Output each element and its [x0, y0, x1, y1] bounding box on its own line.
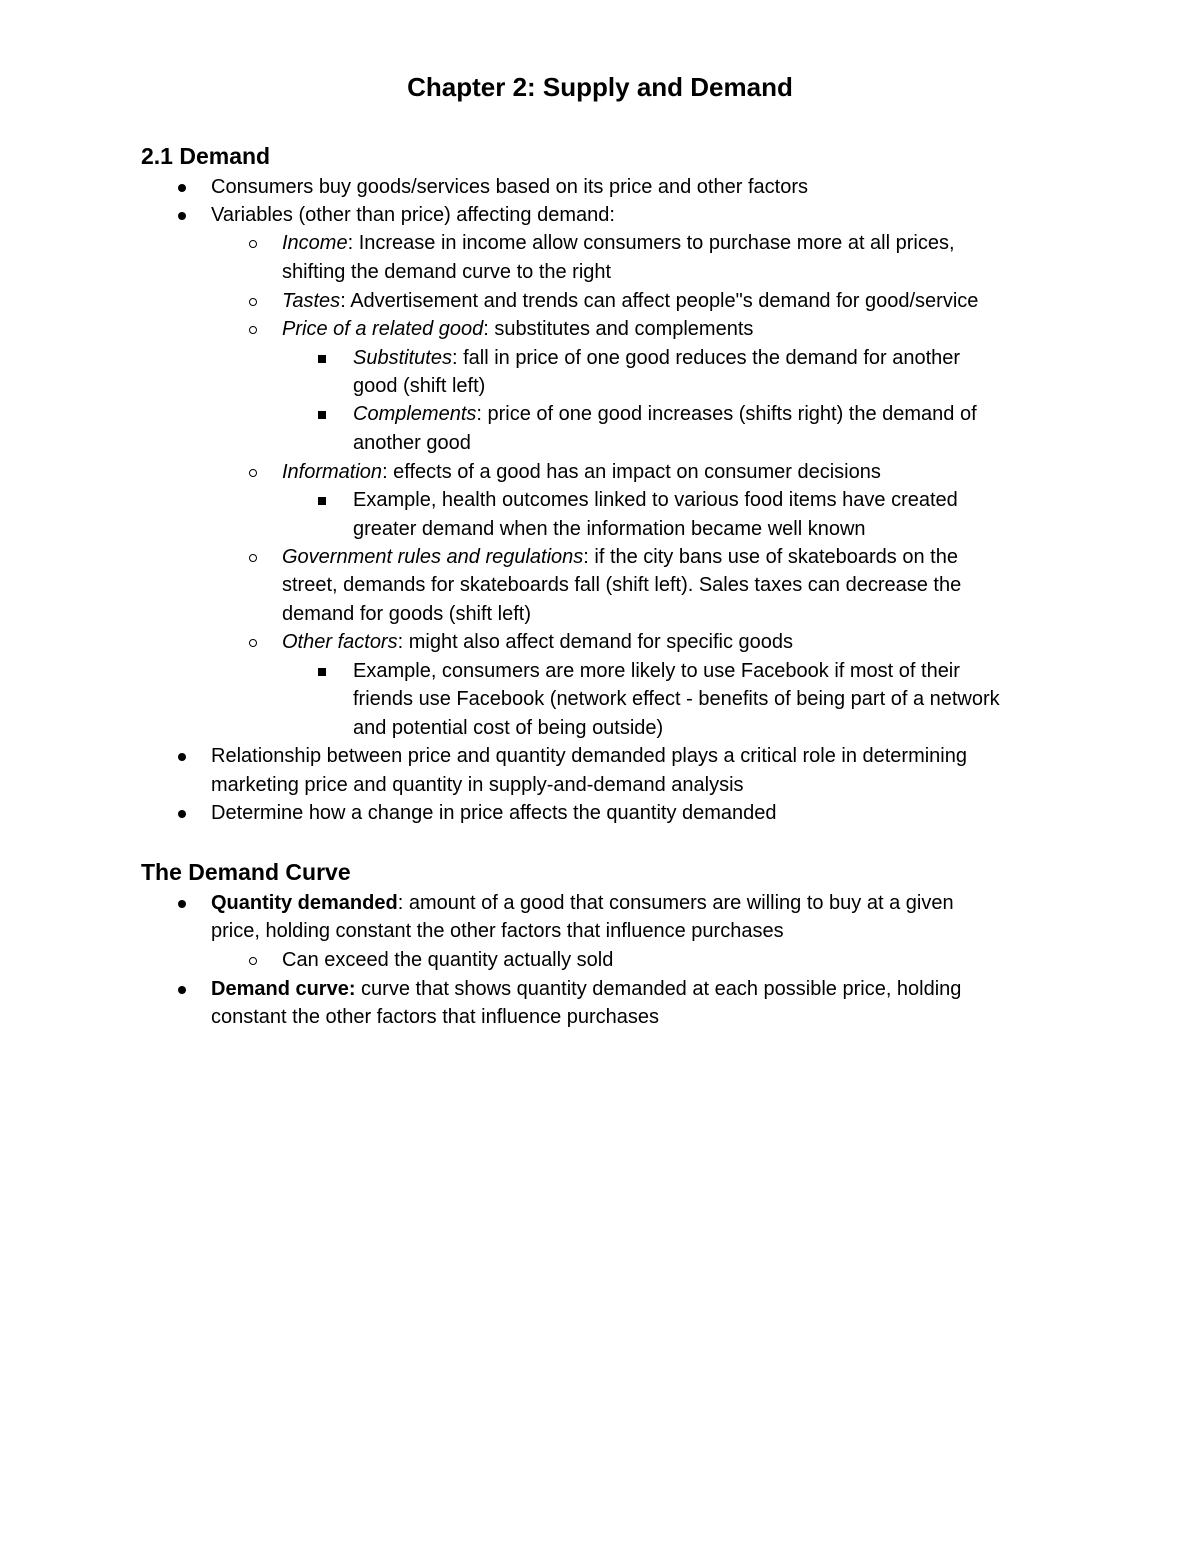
bullet-disc-icon — [178, 212, 186, 220]
bullet-ring-icon — [249, 326, 257, 334]
bullet-disc-icon — [178, 986, 186, 994]
bullet-disc-icon — [178, 900, 186, 908]
section-heading-demand: 2.1 Demand — [141, 143, 271, 169]
list-item-continuation: demand for goods (shift left) — [282, 603, 532, 625]
list-item: Determine how a change in price affects the quantity demanded — [211, 802, 777, 824]
bullet-disc-icon — [178, 810, 186, 818]
list-item-continuation: marketing price and quantity in supply-and-demand analysis — [211, 774, 744, 796]
text: : price of one good increases (shifts right) the demand of — [476, 403, 977, 425]
page-title: Chapter 2: Supply and Demand — [407, 72, 793, 102]
bullet-disc-icon — [178, 753, 186, 761]
section-heading-demand-curve: The Demand Curve — [141, 859, 351, 885]
list-item-tastes — [282, 287, 978, 316]
bullet-ring-icon — [249, 298, 257, 306]
bullet-ring-icon — [249, 639, 257, 647]
term-quantity-demanded: Quantity demanded — [211, 892, 398, 914]
list-item-substitutes — [353, 344, 960, 373]
list-item-continuation: friends use Facebook (network effect - benefits of being part of a network — [353, 688, 1000, 710]
term-substitutes: Substitutes — [353, 347, 452, 369]
list-item-example: Example, health outcomes linked to various food items have created — [353, 489, 958, 511]
list-item-continuation: another good — [353, 432, 471, 454]
term-information: Information — [282, 461, 383, 483]
bullet-square-icon — [318, 668, 326, 676]
bullet-ring-icon — [249, 957, 257, 965]
term-related-good: Price of a related good — [282, 318, 484, 340]
list-item-complements — [353, 400, 977, 429]
list-item-continuation: street, demands for skateboards fall (shift left). Sales taxes can decrease the — [282, 574, 962, 596]
bullet-square-icon — [318, 355, 326, 363]
list-item: Relationship between price and quantity demanded plays a critical role in determining — [211, 745, 967, 767]
bullet-square-icon — [318, 411, 326, 419]
text: : amount of a good that consumers are willing to buy at a given — [397, 892, 954, 914]
text: : Advertisement and trends can affect people"s demand for good/service — [340, 290, 979, 312]
list-item: Consumers buy goods/services based on its price and other factors — [211, 176, 808, 198]
bullet-ring-icon — [249, 469, 257, 477]
bullet-ring-icon — [249, 240, 257, 248]
list-item: Can exceed the quantity actually sold — [282, 949, 614, 971]
text: : Increase in income allow consumers to purchase more at all prices, — [347, 232, 955, 254]
list-item-continuation: shifting the demand curve to the right — [282, 261, 612, 283]
list-item-income — [282, 229, 955, 258]
list-item-continuation: good (shift left) — [353, 375, 486, 397]
list-item-related-good — [282, 315, 753, 344]
bullet-ring-icon — [249, 554, 257, 562]
list-item-example: Example, consumers are more likely to use Facebook if most of their — [353, 660, 960, 682]
text: : might also affect demand for specific goods — [397, 631, 794, 653]
text: : if the city bans use of skateboards on the — [583, 546, 958, 568]
text: : substitutes and complements — [483, 318, 754, 340]
text: : effects of a good has an impact on consumer decisions — [382, 461, 881, 483]
list-item-continuation: constant the other factors that influence purchases — [211, 1006, 660, 1028]
term-complements: Complements — [353, 403, 477, 425]
bullet-square-icon — [318, 497, 326, 505]
list-item-demand-curve — [211, 975, 961, 1004]
list-item-quantity-demanded — [211, 889, 954, 918]
list-item-other-factors — [282, 628, 793, 657]
term-tastes: Tastes — [282, 290, 341, 312]
text: : fall in price of one good reduces the demand for another — [451, 347, 961, 369]
text: curve that shows quantity demanded at each possible price, holding — [355, 978, 962, 1000]
list-item-information — [282, 458, 881, 487]
term-other-factors: Other factors — [282, 631, 398, 653]
list-item-continuation: price, holding constant the other factors that influence purchases — [211, 920, 784, 942]
list-item: Variables (other than price) affecting demand: — [211, 204, 615, 226]
term-government: Government rules and regulations — [282, 546, 584, 568]
list-item-continuation: greater demand when the information became well known — [353, 518, 866, 540]
list-item-continuation: and potential cost of being outside) — [353, 717, 664, 739]
term-income: Income — [282, 232, 348, 254]
bullet-disc-icon — [178, 184, 186, 192]
term-demand-curve: Demand curve: — [211, 978, 356, 1000]
list-item-government — [282, 543, 958, 572]
